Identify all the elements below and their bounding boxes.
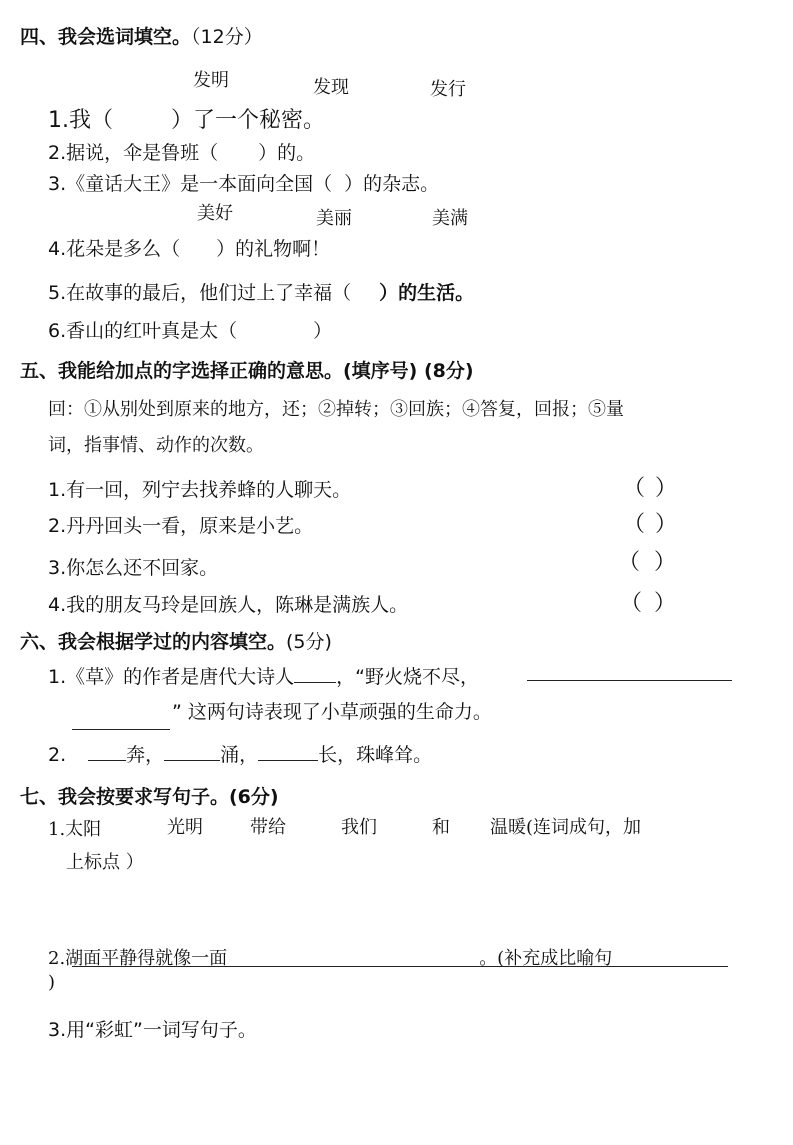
question-text: 2.据说，伞是鲁班（ xyxy=(48,142,219,164)
question-6-1-cont: ” 这两句诗表现了小草顽强的生命力。 xyxy=(172,701,492,723)
section-4-score: （12分） xyxy=(191,26,263,48)
option-word: 发现 xyxy=(313,77,349,98)
paren: （ xyxy=(623,476,646,501)
section-4-heading: 四、我会选词填空。 xyxy=(20,26,192,48)
question-5-4: 4.我的朋友马玲是回族人，陈琳是满族人。 xyxy=(48,594,409,616)
word-item: 带给 xyxy=(250,817,286,838)
question-4-3 xyxy=(48,169,439,196)
question-text: ）的。 xyxy=(258,142,316,164)
section-4-title xyxy=(20,22,263,49)
section-6-heading: 六、我会根据学过的内容填空。 xyxy=(20,631,287,653)
question-text: 1.《草》的作者是唐代大诗人 xyxy=(48,666,295,688)
option-word: 发明 xyxy=(193,70,229,91)
definition-line-2: 词，指事情、动作的次数。 xyxy=(48,435,264,456)
word-item: 1.太阳 xyxy=(48,819,102,840)
question-text: 1.我（ xyxy=(48,108,113,133)
question-7-3: 3.用“彩虹”一词写句子。 xyxy=(48,1019,257,1041)
word-item: 和 xyxy=(432,817,450,838)
section-5-title: 五、我能给加点的字选择正确的意思。(填序号) (8分) xyxy=(20,360,474,382)
question-text: 2.湖面平静得就像一面 xyxy=(48,948,228,969)
question-text: ）了一个秘密。 xyxy=(171,108,326,133)
question-7-2-close: ) xyxy=(48,972,56,993)
question-number: 2. xyxy=(48,744,67,766)
question-4-1 xyxy=(48,103,325,134)
paren: （ xyxy=(623,512,646,537)
question-6-2 xyxy=(48,740,432,767)
blank-line[interactable] xyxy=(164,742,220,761)
question-text: 4.花朵是多么（ xyxy=(48,238,181,260)
paren: ） xyxy=(655,512,678,537)
question-4-4 xyxy=(48,234,330,261)
word-item: 光明 xyxy=(167,817,203,838)
question-text: 长，珠峰耸。 xyxy=(318,744,433,766)
question-6-1 xyxy=(48,662,479,689)
blank-line[interactable] xyxy=(294,664,336,683)
question-text: 。(补充成比喻句 xyxy=(479,948,613,969)
question-text: 5.在故事的最后，他们过上了幸福（ xyxy=(48,282,352,304)
question-text: 奔， xyxy=(126,744,165,766)
answer-blank-5-2[interactable] xyxy=(623,507,677,538)
paren: （ xyxy=(620,591,643,616)
blank-line[interactable] xyxy=(72,729,170,730)
answer-blank-5-3[interactable] xyxy=(618,545,676,576)
question-text: ，“野火烧不尽， xyxy=(336,666,479,688)
paren: （ xyxy=(618,550,641,575)
answer-blank-5-1[interactable] xyxy=(623,471,677,502)
question-5-3: 3.你怎么还不回家。 xyxy=(48,557,219,579)
section-6-title xyxy=(20,627,332,654)
paren: ） xyxy=(655,476,678,501)
question-text: ）的杂志。 xyxy=(344,173,440,195)
blank-line[interactable] xyxy=(88,742,126,761)
question-text: 3.《童话大王》是一本面向全国（ xyxy=(48,173,333,195)
question-5-2: 2.丹丹回头一看，原来是小艺。 xyxy=(48,515,314,537)
blank-line[interactable] xyxy=(258,742,318,761)
blank-line[interactable] xyxy=(527,680,732,681)
definition-line-1: 回：①从别处到原来的地方，还；②掉转；③回族；④答复，回报；⑤量 xyxy=(48,399,624,420)
question-5-1: 1.有一回，列宁去找养蜂的人聊天。 xyxy=(48,479,352,501)
sentence-underline xyxy=(72,966,728,967)
question-4-6 xyxy=(48,316,332,343)
answer-blank-5-4[interactable] xyxy=(620,586,676,617)
option-word: 发行 xyxy=(430,79,466,100)
question-4-5 xyxy=(48,278,474,305)
question-7-1-cont: 上标点 ） xyxy=(66,852,144,873)
word-item: 我们 xyxy=(341,817,377,838)
word-item: 温暖(连词成句，加 xyxy=(490,817,642,838)
option-word: 美好 xyxy=(197,203,233,224)
question-text: ） xyxy=(313,320,333,342)
option-word: 美丽 xyxy=(316,208,352,229)
question-text: 6.香山的红叶真是太（ xyxy=(48,320,238,342)
question-text: 涌， xyxy=(220,744,259,766)
paren: ） xyxy=(654,591,677,616)
paren: ） xyxy=(654,550,677,575)
section-7-title: 七、我会按要求写句子。(6分) xyxy=(20,786,279,808)
question-4-2 xyxy=(48,138,315,165)
section-6-score: (5分) xyxy=(286,631,332,653)
question-text: ）的礼物啊！ xyxy=(216,238,331,260)
option-word: 美满 xyxy=(432,208,468,229)
question-text: ）的生活。 xyxy=(379,282,475,304)
